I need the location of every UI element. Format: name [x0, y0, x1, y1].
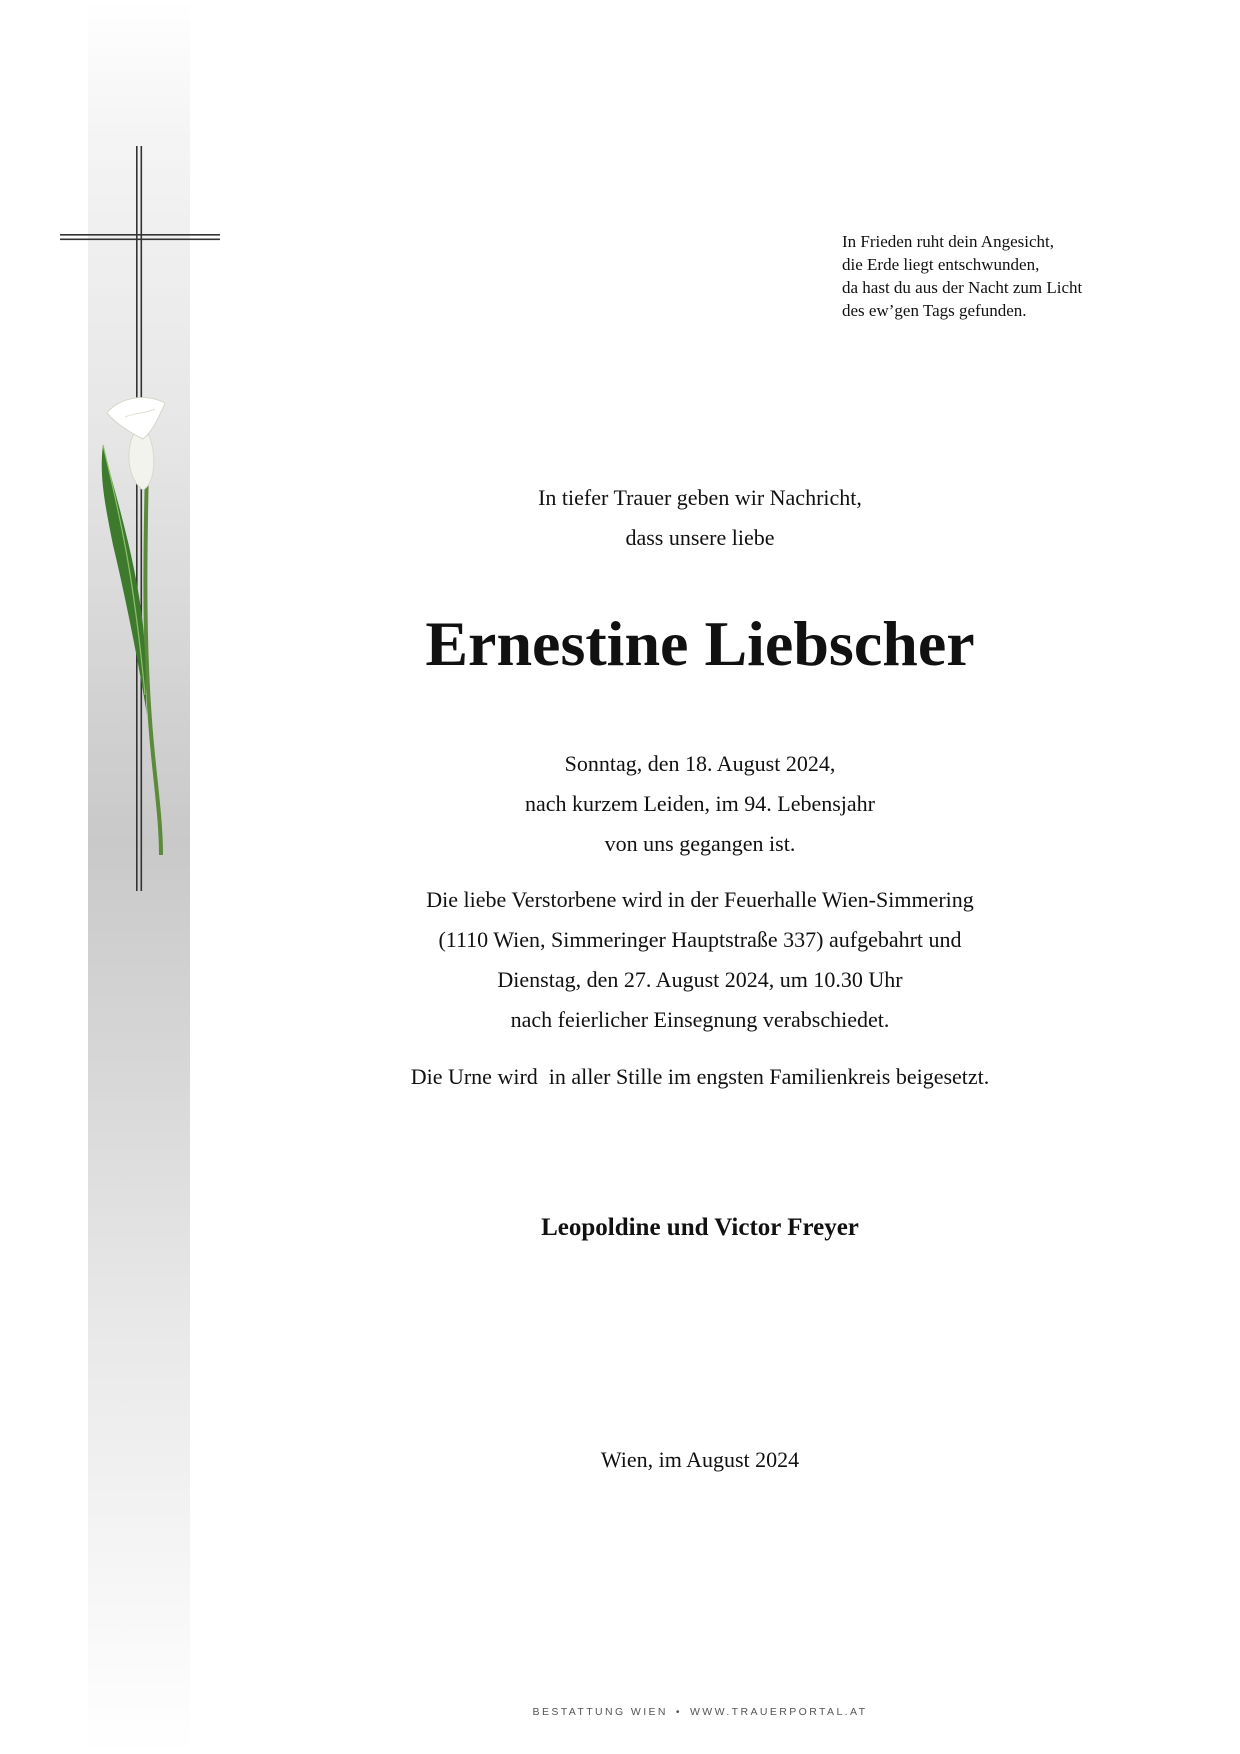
mourners-names: Leopoldine und Victor Freyer [541, 1214, 859, 1241]
verse-line: In Frieden ruht dein Angesicht, [842, 232, 1054, 251]
footer-company: BESTATTUNG WIEN [532, 1706, 668, 1718]
footer [310, 1706, 1090, 1718]
verse-line: des ew’gen Tags gefunden. [842, 301, 1027, 320]
intro-line: dass unsere liebe [625, 525, 775, 550]
urn-notice: Die Urne wird in aller Stille im engsten Familienkreis beigesetzt. [410, 1064, 990, 1089]
ceremony-date-line: Dienstag, den 27. August 2024, um 10.30 Uhr [497, 967, 903, 992]
footer-bullet: • [675, 1706, 682, 1718]
intro-line: In tiefer Trauer geben wir Nachricht, [538, 485, 862, 510]
ceremony-line: nach feierlicher Einsegnung verabschiedet. [510, 1007, 890, 1032]
ceremony-details [310, 880, 1090, 1040]
memorial-verse [842, 230, 1172, 322]
ceremony-line: Die liebe Verstorbene wird in der Feuerhalle Wien-Simmering [426, 887, 974, 912]
ceremony-address-line: (1110 Wien, Simmeringer Hauptstraße 337) aufgebahrt und [438, 927, 962, 952]
death-passed-line: von uns gegangen ist. [604, 831, 796, 856]
verse-line: die Erde liegt entschwunden, [842, 255, 1040, 274]
death-notice [310, 744, 1090, 864]
calla-lily-icon [95, 395, 190, 865]
death-date-line: Sonntag, den 18. August 2024, [564, 751, 836, 776]
intro-text [310, 478, 1090, 558]
place-date: Wien, im August 2024 [600, 1447, 800, 1472]
death-age-line: nach kurzem Leiden, im 94. Lebensjahr [524, 791, 876, 816]
footer-website: WWW.TRAUERPORTAL.AT [690, 1706, 868, 1718]
verse-line: da hast du aus der Nacht zum Licht [842, 278, 1083, 297]
deceased-name: Ernestine Liebscher [425, 608, 975, 679]
